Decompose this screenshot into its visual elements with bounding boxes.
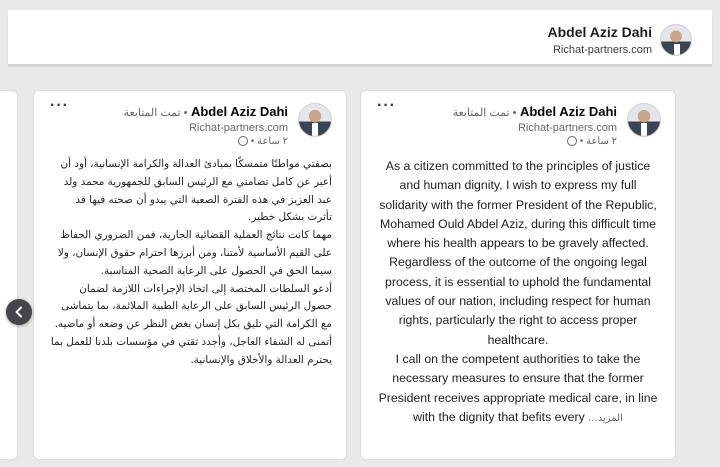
post-paragraph: As a citizen committed to the principles of justice and human dignity, I wish to express my full solidarity with the former President of the Republic, Mohamed Ould Abdel Aziz, during this difficult time where his health appears to be gravely affected. — [379, 159, 657, 251]
post-time[interactable]: ٢ ساعة — [257, 136, 288, 147]
post-author-line: Abdel Aziz Dahi • تمت المتابعة — [452, 104, 617, 119]
header-site[interactable]: Richat-partners.com — [552, 44, 652, 56]
post-meta: ٢ ساعة • — [565, 136, 617, 147]
post-body — [48, 156, 332, 370]
post-body — [375, 157, 661, 428]
post-paragraph: بصفتي مواطنًا متمسكًا بمبادئ العدالة والكرامة الإنسانية، أود أن أعبر عن كامل تضامني مع الرئيس السابق للجمهورية محمد ولد عبد العزيز في هذه الفترة الصعبة التي يبدو أن صحته فيها قد تأثرت بشكل خطير. — [60, 158, 332, 224]
post-author-line: Abdel Aziz Dahi • تمت المتابعة — [123, 104, 288, 119]
globe-icon — [238, 136, 248, 146]
profile-header — [8, 10, 712, 66]
see-more-link[interactable]: ...المزيد — [588, 412, 623, 424]
header-author-name[interactable]: Abdel Aziz Dahi — [547, 24, 652, 40]
more-options-icon[interactable]: ··· — [50, 97, 69, 114]
post-card-partial — [0, 90, 18, 460]
post-site[interactable]: Richat-partners.com — [517, 122, 617, 134]
post-paragraph: Regardless of the outcome of the ongoing legal process, it is essential to uphold the fundamental values of our nation, including respect for human rights, particularly the right to access proper healthcare. — [385, 255, 651, 347]
post-site[interactable]: Richat-partners.com — [188, 122, 288, 134]
post-avatar[interactable] — [298, 103, 332, 137]
post-card-english — [360, 90, 676, 460]
post-meta: ٢ ساعة • — [236, 136, 288, 147]
header-avatar[interactable] — [660, 24, 692, 56]
more-options-icon[interactable]: ··· — [377, 97, 396, 114]
post-paragraph: أتمنى له الشفاء العاجل، وأجدد ثقتي في مؤسسات بلدنا للعمل بما يحترم العدالة والأخلاق والإنسانية. — [50, 335, 332, 366]
globe-icon — [567, 136, 577, 146]
post-card-arabic — [33, 90, 347, 460]
follow-status[interactable]: تمت المتابعة — [452, 107, 510, 119]
post-author-name[interactable]: Abdel Aziz Dahi — [190, 104, 288, 119]
post-paragraph: أدعو السلطات المختصة إلى اتخاذ الإجراءات اللازمة لضمان حصول الرئيس السابق على الرعاية الطبية الملائمة، بما يتماشى مع الكرامة التي تليق بكل إنسان بغض النظر عن وضعه أو ماضيه. — [54, 282, 332, 331]
post-time[interactable]: ٢ ساعة — [586, 136, 617, 147]
post-paragraph: I call on the competent authorities to take the necessary measures to ensure that the former President receives appropriate medical care, in line with the dignity that befits every — [378, 351, 658, 424]
post-paragraph: مهما كانت نتائج العملية القضائية الجارية، فمن الضروري الحفاظ على القيم الأساسية لأمتنا، ومن أبرزها احترام حقوق الإنسان، ولا سيما الحق في الحصول على الرعاية الصحية المناسبة. — [57, 229, 332, 277]
post-avatar[interactable] — [627, 103, 661, 137]
post-author-name[interactable]: Abdel Aziz Dahi — [519, 104, 617, 119]
follow-status[interactable]: تمت المتابعة — [123, 107, 181, 119]
chevron-left-icon — [13, 306, 25, 318]
post-paragraph-last — [375, 350, 661, 428]
carousel-prev-button[interactable] — [6, 299, 32, 325]
